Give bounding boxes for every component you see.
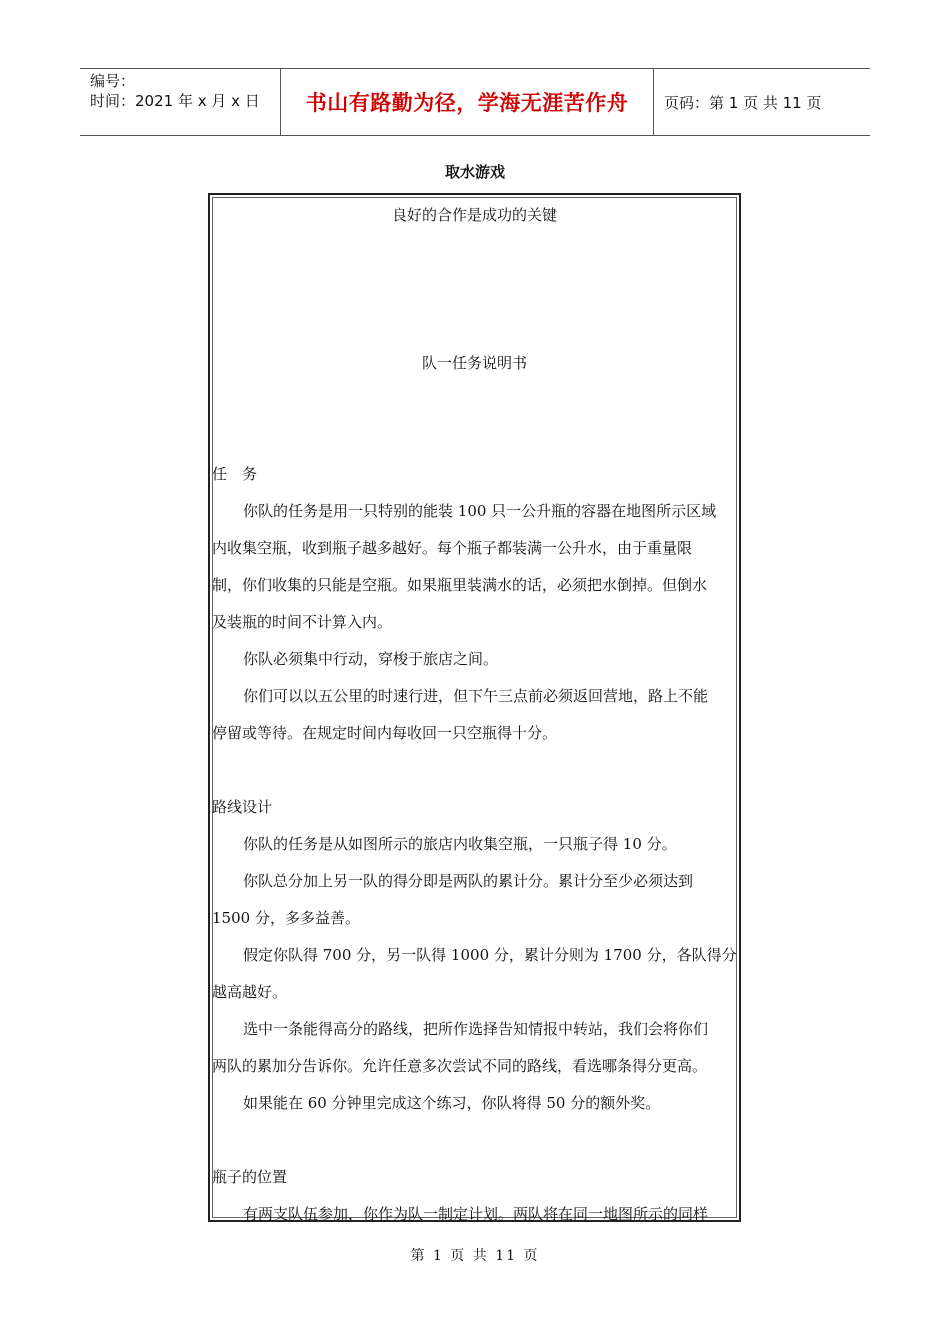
page-footer: 第 1 页 共 11 页 — [410, 1248, 540, 1264]
task-paragraph-1-line-4: 及装瓶的时间不计算入内。 — [212, 613, 393, 631]
number-label: 编号： — [90, 72, 136, 90]
bottle-heading: 瓶子的位置 — [212, 1168, 288, 1186]
task-paragraph-3-line-1: 你们可以以五公里的时速行进，但下午三点前必须返回营地，路上不能 — [243, 687, 709, 705]
task-paragraph-3-line-2: 停留或等待。在规定时间内每收回一只空瓶得十分。 — [212, 724, 558, 742]
slogan: 良好的合作是成功的关键 — [391, 206, 557, 224]
task-paragraph-1-line-3: 制，你们收集的只能是空瓶。如果瓶里装满水的话，必须把水倒掉。但倒水 — [212, 576, 708, 594]
route-paragraph-5: 如果能在 60 分钟里完成这个练习，你队将得 50 分的额外奖。 — [243, 1094, 661, 1112]
task-paragraph-2: 你队必须集中行动，穿梭于旅店之间。 — [243, 650, 499, 668]
subtitle: 队一任务说明书 — [421, 354, 527, 372]
header-table — [80, 68, 870, 136]
document-body — [212, 197, 737, 1233]
bottle-paragraph-1-line-1: 有两支队伍参加，你作为队一制定计划。两队将在同一地图所示的同样 — [243, 1205, 709, 1223]
route-paragraph-1: 你队的任务是从如图所示的旅店内收集空瓶，一只瓶子得 10 分。 — [243, 835, 677, 853]
motto: 书山有路勤为径，学海无涯苦作舟 — [281, 69, 654, 135]
task-heading: 任 务 — [212, 465, 258, 483]
route-paragraph-3-line-2: 越高越好。 — [212, 983, 288, 1001]
task-paragraph-1-line-1: 你队的任务是用一只特别的能装 100 只一公升瓶的容器在地图所示区域 — [243, 502, 717, 520]
route-heading: 路线设计 — [212, 798, 273, 816]
route-paragraph-3-line-1: 假定你队得 700 分，另一队得 1000 分，累计分则为 1700 分，各队得分 — [243, 946, 737, 964]
task-paragraph-1-line-2: 内收集空瓶，收到瓶子越多越好。每个瓶子都装满一公升水，由于重量限 — [212, 539, 693, 557]
time-label: 时间：2021 年 x 月 x 日 — [90, 92, 260, 110]
route-paragraph-2-line-2: 1500 分，多多益善。 — [212, 909, 360, 927]
page-code: 页码：第 1 页 共 11 页 — [664, 93, 822, 112]
document-title: 取水游戏 — [444, 163, 505, 181]
header-left-cell — [80, 69, 281, 135]
route-paragraph-4-line-2: 两队的累加分告诉你。允许任意多次尝试不同的路线，看选哪条得分更高。 — [212, 1057, 708, 1075]
route-paragraph-2-line-1: 你队总分加上另一队的得分即是两队的累计分。累计分至少必须达到 — [243, 872, 694, 890]
route-paragraph-4-line-1: 选中一条能得高分的路线，把所作选择告知情报中转站，我们会将你们 — [243, 1020, 709, 1038]
